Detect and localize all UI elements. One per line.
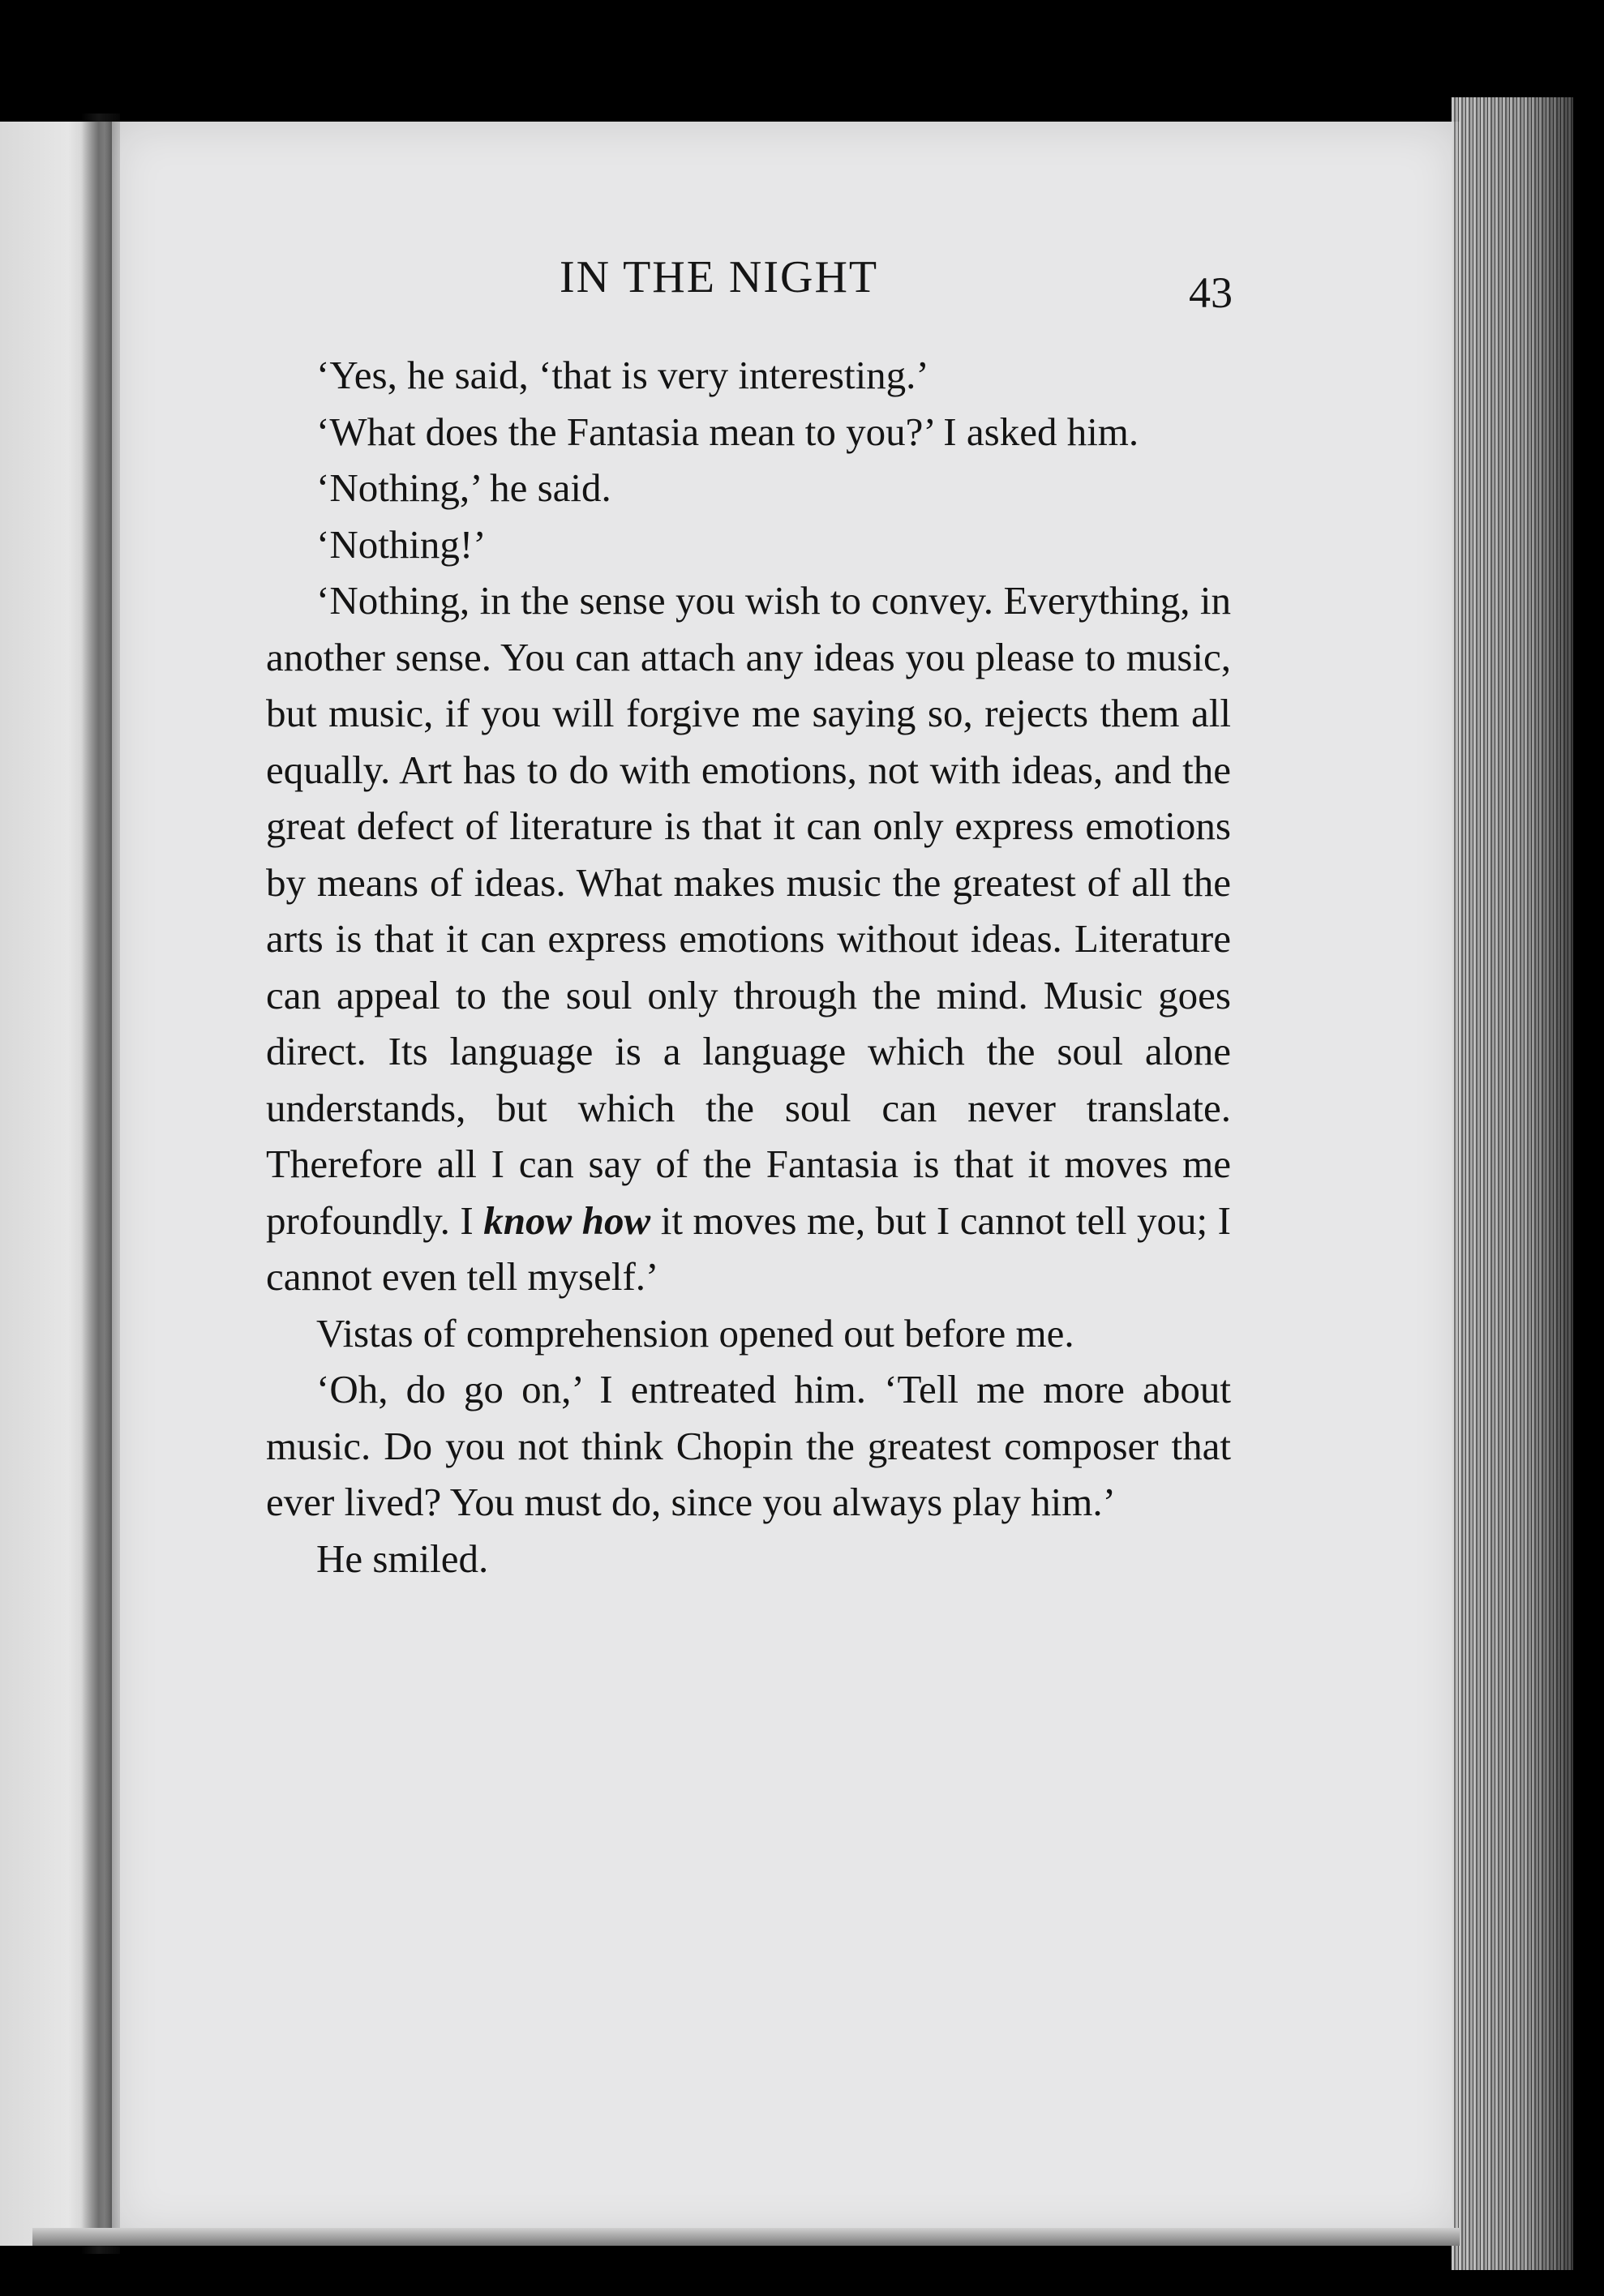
paragraph	[266, 572, 1231, 1305]
paragraph: Vistas of comprehension opened out before me.	[316, 1310, 1074, 1356]
paragraph: ‘Nothing!’	[316, 521, 487, 567]
paragraph-text: ‘Nothing, in the sense you wish to convey. Everything, in another sense. You can attach any ideas you please to music, but music, if you will forgive me saying so, rejects them all equally. Art has to do with emotions, not with ideas, and the great defect of literature is that it can only express emotions by means of ideas. What makes music the greatest of all the arts is that it can express emotions without ideas. Literature can appeal to the soul only through the mind. Music goes direct. Its language is a language which the soul alone understands, but which the soul can never translate. Therefore all I can say of the Fantasia is that it moves me profoundly. I	[266, 578, 1231, 1243]
running-head: IN THE NIGHT	[560, 252, 879, 302]
paragraph: ‘Nothing,’ he said.	[316, 465, 611, 510]
paragraph: ‘Oh, do go on,’ I entreated him. ‘Tell me more about music. Do you not think Chopin the greatest composer that ever lived? You must do, since you always play him.’	[266, 1367, 1231, 1524]
italic-emphasis: know how	[483, 1197, 651, 1243]
paragraph: He smiled.	[316, 1536, 489, 1581]
paragraph-text: it moves me, but I cannot tell you; I cannot even tell myself.’	[266, 1197, 1231, 1299]
gutter-shadow	[81, 114, 120, 2254]
paragraph: ‘What does the Fantasia mean to you?’ I asked him.	[316, 409, 1139, 454]
paragraph: ‘Yes, he said, ‘that is very interesting.’	[316, 353, 929, 397]
page-number: 43	[1189, 268, 1233, 317]
fore-edge-shadow	[1452, 97, 1573, 2270]
bottom-page-edge	[32, 2228, 1460, 2246]
body-text	[266, 347, 1231, 1587]
